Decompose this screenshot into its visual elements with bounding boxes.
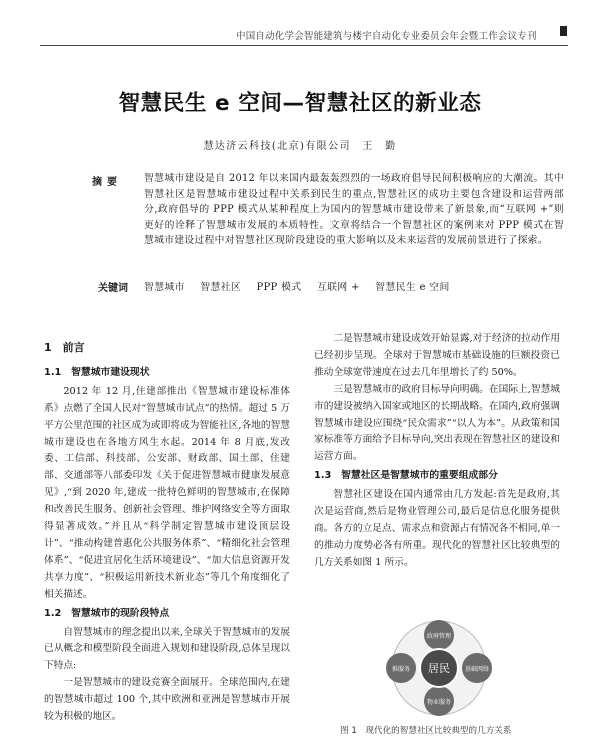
- keyword: 智慧民生 e 空间: [375, 282, 450, 293]
- figure-caption: 图 1 现代化的智慧社区比较典型的几方关系: [340, 726, 512, 736]
- subsection-heading: 1.2 智慧城市的现阶段特点: [44, 607, 170, 619]
- body-paragraph: 一是智慧城市的建设竞赛全面展开。全球范围内,在建的智慧城市超过 100 个,其中欧洲和亚洲是智慧城市开展较为积极的地区。: [44, 677, 290, 723]
- author-line: 慧达济云科技(北京)有限公司 王 勤: [203, 141, 397, 152]
- keyword: 互联网 +: [317, 282, 360, 293]
- body-paragraph: 二是智慧城市建设成效开始显露,对于经济的拉动作用已经初步呈现。全球对于智慧城市基础设施的巨额投资已推动全球宽带速度在过去几年里增长了约 50%。: [314, 333, 560, 378]
- subsection-heading: 1.1 智慧城市建设现状: [44, 366, 150, 378]
- left-column: [44, 340, 290, 726]
- diagram-label-right: 基础网络: [464, 666, 490, 673]
- header-mark: [560, 26, 567, 36]
- abstract-label: 摘要: [92, 177, 122, 188]
- subsection-heading: 1.3 智慧社区是智慧城市的重要组成部分: [314, 470, 498, 482]
- relationship-diagram: [364, 618, 514, 718]
- body-paragraph: 三是智慧城市的政府目标导向明确。在国际上,智慧城市的建设被纳入国家或地区的长期战略。在国内,政府强调智慧城市建设应围绕“民众需求”“以人为本”。从政策和国家标准等方面给予目标导向,突出表现在智慧社区的建设和运营方面。: [314, 383, 560, 463]
- diagram-label-left: 推服务: [391, 666, 411, 673]
- abstract-text: 智慧城市建设是自 2012 年以来国内最轰轰烈烈的一场政府倡导民间积极响应的大潮流。其中智慧社区是智慧城市建设过程中关系到民生的重点,智慧社区的成功主要包含建设和运营两部分,政府倡导的 PPP 模式从某种程度上为国内的智慧城市建设带来了新景象,而“互联网 +”则更好的诠释了智慧城市发展的本质特性。文章将结合一个智慧社区的案例来对 PPP 模式在智慧城市建设过程中对智慧社区现阶段建设的重大影响以及未来运营的发展前景进行了探索。: [144, 173, 564, 247]
- diagram-label-bottom: 物业服务: [426, 699, 452, 706]
- header-rule: [40, 45, 568, 46]
- paper-title: 智慧民生 e 空间—智慧社区的新业态: [118, 91, 482, 116]
- keyword: PPP 模式: [256, 282, 302, 293]
- body-paragraph: 智慧社区建设在国内通常由几方发起:首先是政府,其次是运营商,然后是物业管理公司,最后是信息化服务提供商。各方的立足点、需求点和资源占有情况各不相同,单一的推动力度势必各有所重。现代化的智慧社区比较典型的几方关系如图 1 所示。: [314, 489, 560, 568]
- diagram-label-center: 居民: [428, 662, 450, 675]
- body-paragraph: 2012 年 12 月,住建部推出《智慧城市建设标准体系》点燃了全国人民对“智慧城市试点”的热情。超过 5 万平方公里范围的社区成为或即将成为智能社区,各地的智慧城市建设也在各地方风生水起。2014 年 8 月底,发改委、工信部、科技部、公安部、财政部、国土部、住建部、交通部等八部委印发《关于促进智慧城市健康发展意见》,“到 2020 年,建成一批特色鲜明的智慧城市,在保障和改善民生服务、创新社会管理、维护网络安全等方面取得显著成效。”并且从“科学制定智慧城市建设顶层设计”、“推动构建普惠化公共服务体系”、“精细化社会管理体系”、“促进宜居化生活环境建设”、“加大信息资源开发共享力度”、“积极运用新技术新业态”等几个角度细化了相关描述。: [44, 385, 290, 600]
- keywords-label: 关键词: [98, 283, 128, 294]
- keywords-list: [144, 279, 462, 293]
- keyword: 智慧社区: [200, 282, 242, 293]
- running-header: 中国自动化学会智能建筑与楼宇自动化专业委员会年会暨工作会议专刊: [236, 31, 537, 42]
- diagram-label-top: 政府管理: [426, 633, 452, 640]
- section-heading: 1 前言: [44, 341, 85, 354]
- right-column: [314, 331, 560, 572]
- keyword: 智慧城市: [144, 282, 185, 293]
- body-paragraph: 自智慧城市的理念提出以来,全球关于智慧城市的发展已从概念和模型阶段全面进入规划和建设阶段,总体呈现以下特点:: [44, 626, 290, 672]
